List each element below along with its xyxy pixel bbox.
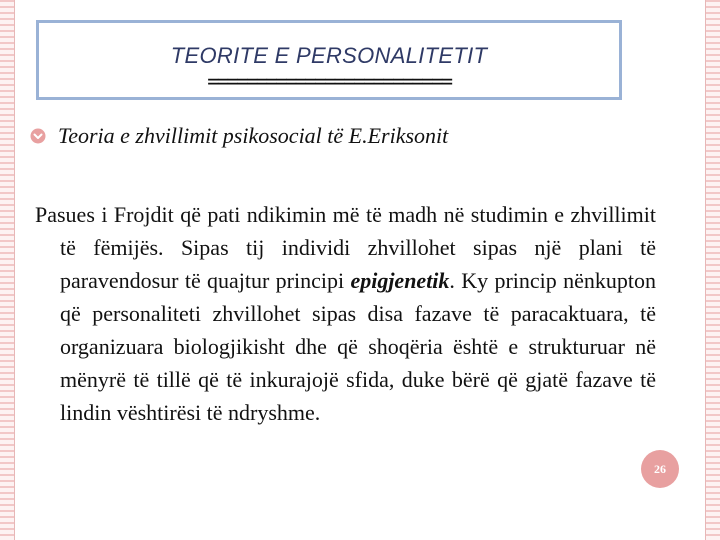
title-box — [36, 20, 622, 100]
paragraph-text-part1: Pasues i Frojdit që pati ndikimin më të madh në studimin e zhvillimit të fëmijës. Sipas tij individi zhvillohet sipas një plani të paravendosur të quajtur principi — [35, 202, 656, 293]
bullet-item — [30, 123, 448, 149]
left-decorative-stripe — [0, 0, 14, 540]
paragraph-text-part2: . Ky princip nënkupton që personaliteti zhvillohet sipas disa fazave të paracaktuara, të organizuara biologjikisht dhe që shoqëria është e strukturuar në mënyrë të tillë që të inkurajojë sfida, duke bërë që gjatë fazave të lindin vështirësi të ndryshme. — [60, 268, 656, 425]
circle-chevron-icon — [30, 128, 46, 144]
body-paragraph — [35, 198, 656, 429]
page-number-badge: 26 — [641, 450, 679, 488]
right-decorative-stripe — [706, 0, 720, 540]
title-underline: ========================= — [207, 69, 451, 93]
emphasis-term: epigjenetik — [350, 268, 450, 293]
left-frame-line — [14, 0, 15, 540]
slide-title: TEORITE E PERSONALITETIT — [170, 43, 488, 68]
bullet-text: Teoria e zhvillimit psikosocial të E.Eriksonit — [58, 123, 449, 148]
right-frame-line — [705, 0, 706, 540]
